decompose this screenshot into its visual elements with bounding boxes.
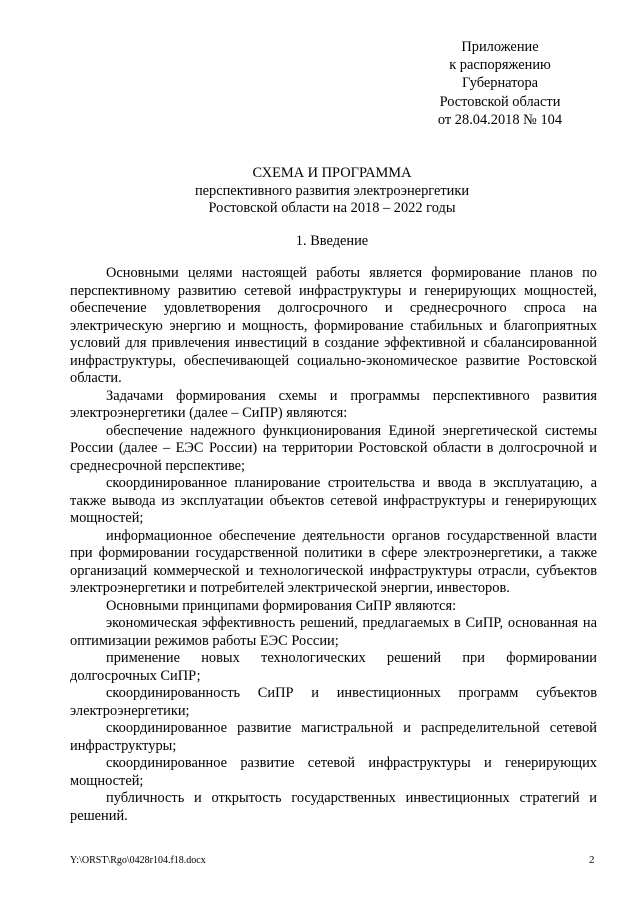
- appendix-line: Приложение: [461, 39, 539, 55]
- document-title: [0, 165, 640, 218]
- paragraph: скоординированное развитие магистральной и распределительной сетевой инфраструктуры;: [70, 720, 597, 754]
- paragraph: публичность и открытость государственных инвестиционных стратегий и решений.: [70, 790, 597, 824]
- paragraph: экономическая эффективность решений, предлагаемых в СиПР, основанная на оптимизации режимов работы ЕЭС России;: [70, 615, 597, 649]
- paragraph: информационное обеспечение деятельности органов государственной власти при формировании государственной политики в сфере электроэнергетики, а также организаций коммерческой и технологической инфраструктуры отрасли, субъектов электроэнергетики и потребителей электрической энергии, инвесторов.: [70, 527, 597, 596]
- paragraph: Основными принципами формирования СиПР являются:: [106, 597, 457, 614]
- appendix-line: к распоряжению: [449, 57, 551, 74]
- paragraph: скоординированное развитие сетевой инфраструктуры и генерирующих мощностей;: [70, 755, 597, 789]
- paragraph: скоординированное планирование строительства и ввода в эксплуатацию, а также вывода из эксплуатации объектов сетевой инфраструктуры и генерирующих мощностей;: [70, 475, 597, 526]
- paragraph: применение новых технологических решений при формировании долгосрочных СиПР;: [70, 650, 597, 684]
- document-title-main: СХЕМА И ПРОГРАММА: [252, 165, 412, 181]
- page-number: 2: [589, 854, 595, 866]
- appendix-line: Губернатора: [461, 75, 539, 92]
- document-body: [70, 265, 597, 825]
- section-heading: 1. Введение: [295, 233, 369, 249]
- paragraph: обеспечение надежного функционирования Единой энергетической системы России (далее – ЕЭС России) на территории Ростовской области в долгосрочной и среднесрочной перспективе;: [70, 422, 597, 474]
- document-subtitle-line: Ростовской области на 2018 – 2022 годы: [208, 200, 456, 216]
- document-subtitle-line: перспективного развития электроэнергетики: [194, 182, 470, 199]
- appendix-date-line: от 28.04.2018 № 104: [437, 111, 563, 128]
- paragraph: Задачами формирования схемы и программы перспективного развития электроэнергетики (далее – СиПР) являются:: [70, 387, 597, 421]
- appendix-line: Ростовской области: [439, 93, 561, 110]
- appendix-block: [400, 38, 600, 129]
- paragraph: Основными целями настоящей работы является формирование планов по перспективному развитию сетевой инфраструктуры и генерирующих мощностей, обеспечение удовлетворения долгосрочного и среднесрочного спроса на электрическую энергию и мощность, формирование стабильных и благоприятных условий для привлечения инвестиций в создание эффективной и сбалансированной инфраструктуры, обеспечивающей социально-экономическое развитие Ростовской области.: [70, 265, 597, 386]
- paragraph: скоординированность СиПР и инвестиционных программ субъектов электроэнергетики;: [70, 685, 597, 719]
- footer-file-path: Y:\ORST\Rgo\0428r104.f18.docx: [70, 855, 206, 866]
